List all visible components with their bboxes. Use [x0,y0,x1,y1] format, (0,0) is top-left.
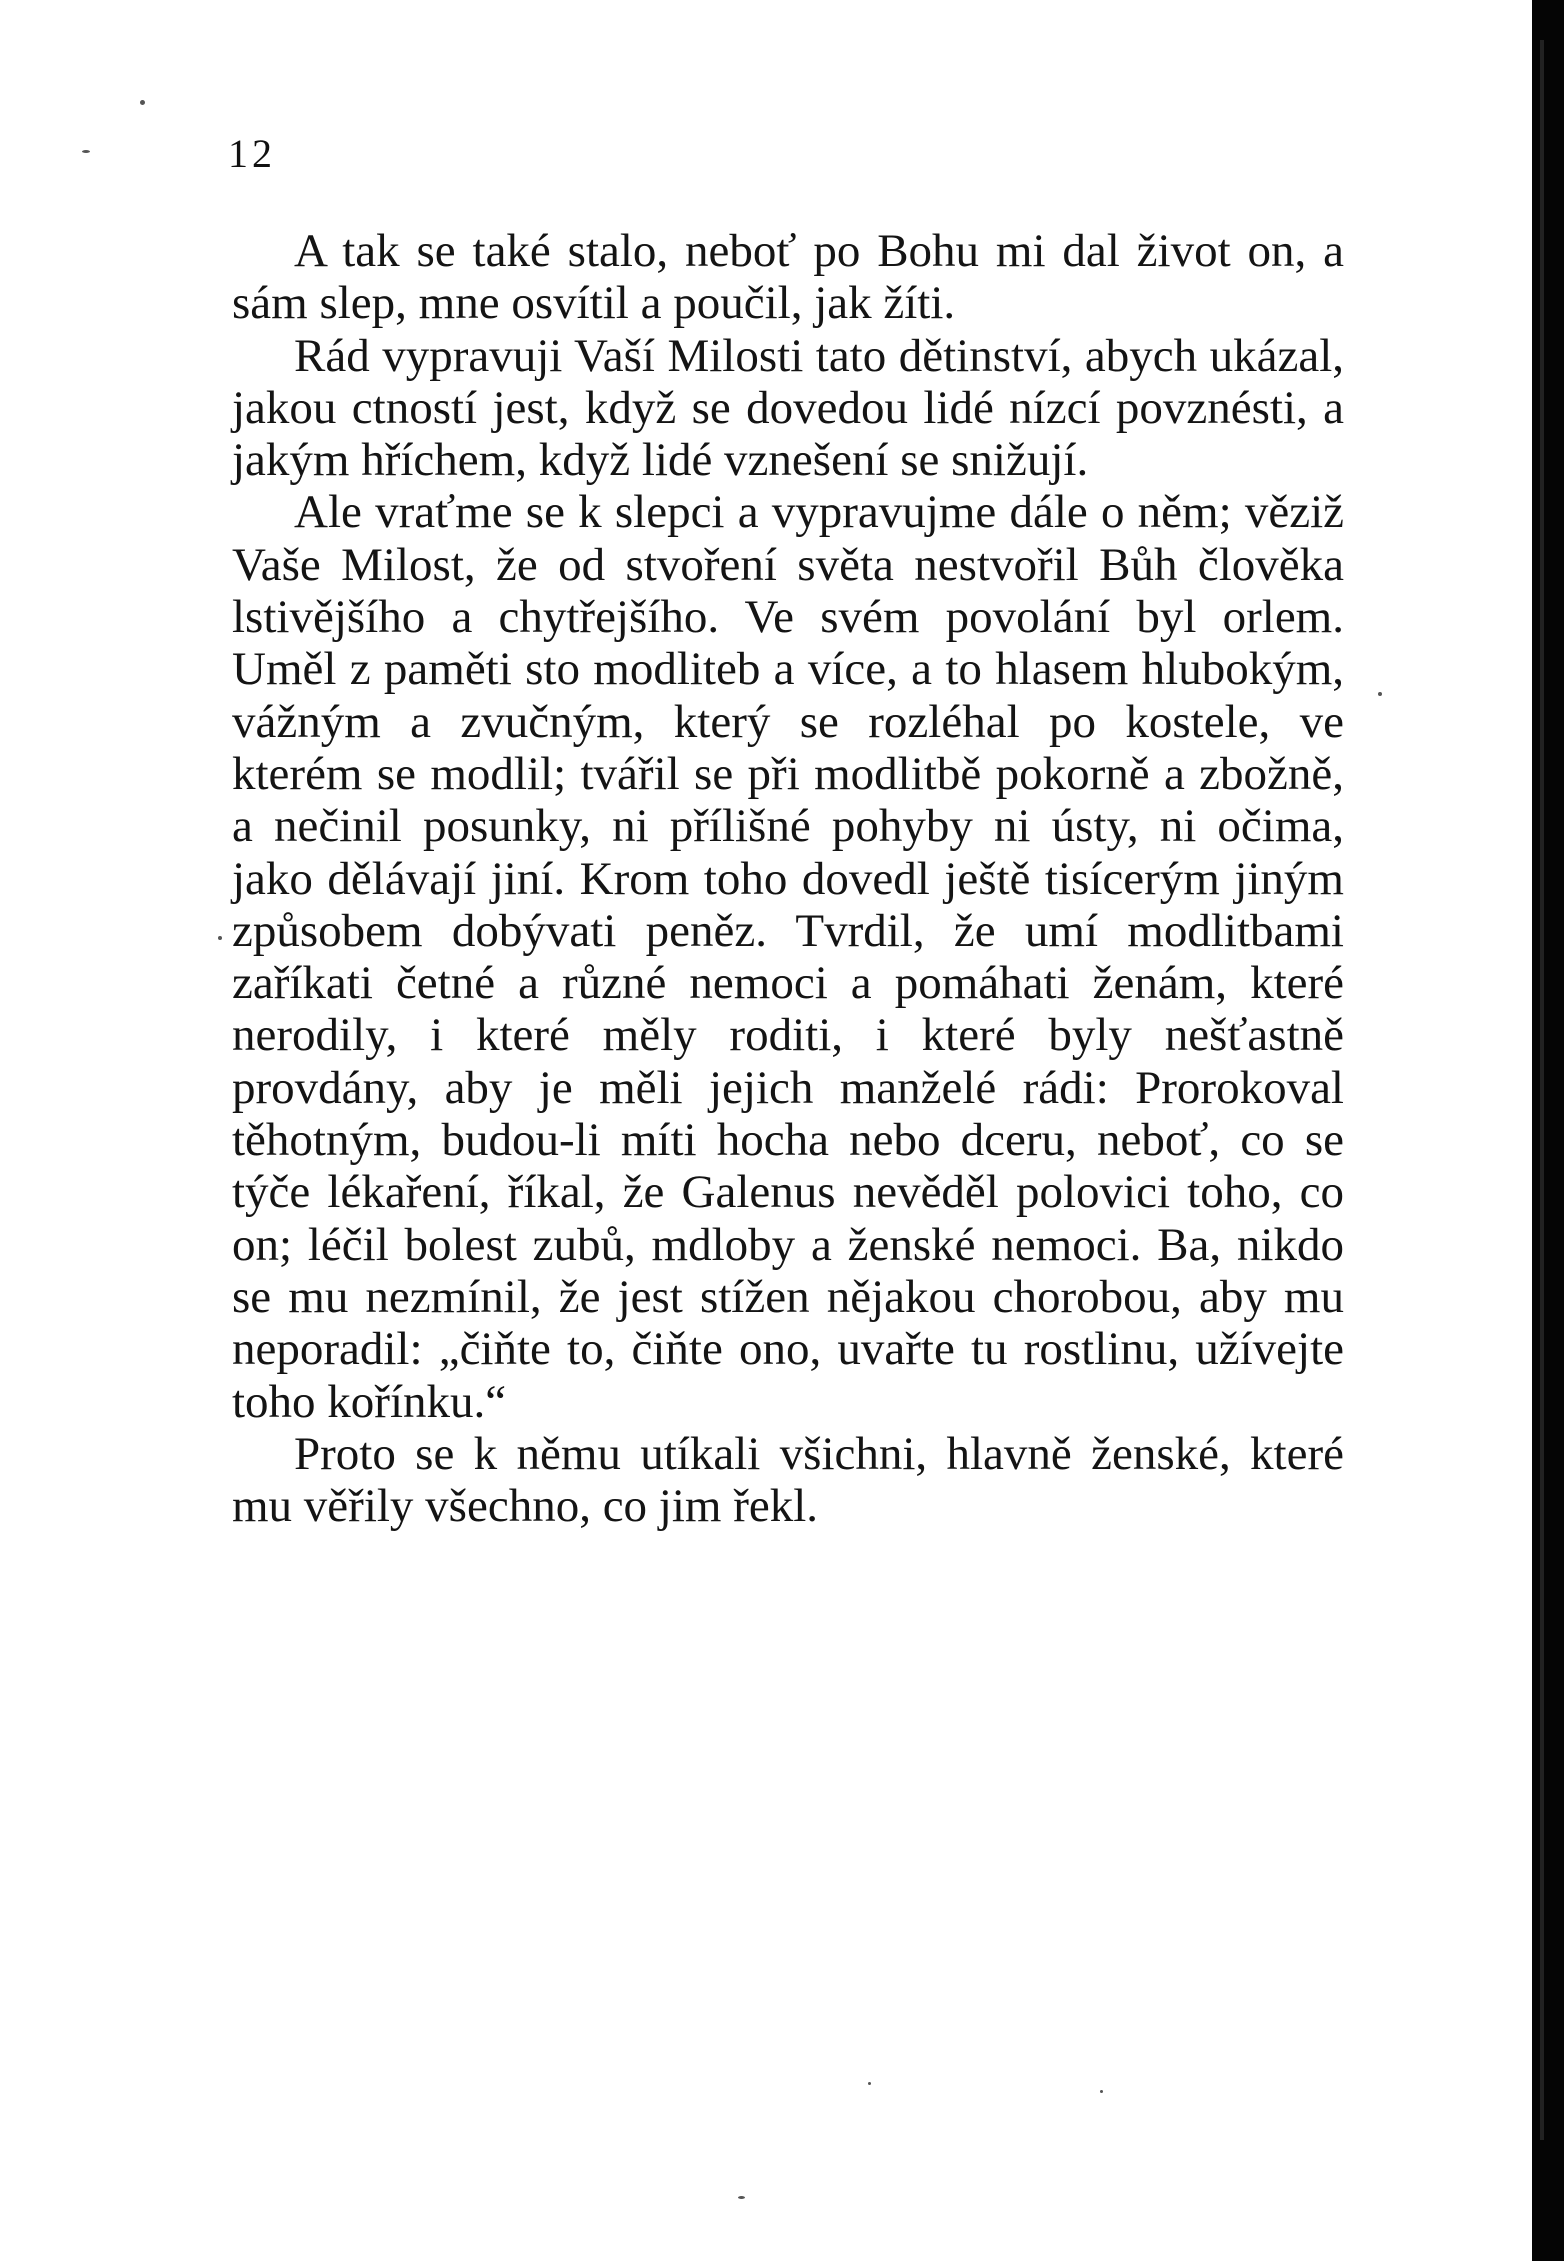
page-number: 12 [228,131,276,176]
scan-speck [868,2082,871,2085]
scan-speck [1378,692,1382,696]
scan-speck [738,2196,745,2199]
body-text [232,225,1344,1532]
paragraph: Proto se k němu utíkali všichni, hlavně ženské, které mu věřily všechno, co jim řekl. [232,1427,1344,1533]
scan-speck [82,150,90,153]
paragraph: A tak se také stalo, neboť po Bohu mi dal život on, a sám slep, mne osvítil a poučil, jak žíti. [232,225,1344,330]
scan-speck [1100,2090,1103,2093]
scan-speck [140,100,145,105]
scan-edge-line [1540,40,1544,2140]
paragraph: Ale vraťme se k slepci a vypravujme dále o něm; věziž Vaše Milost, že od stvoření světa nestvořil Bůh člověka lstivějšího a chytřejšího. Ve svém povolání byl orlem. Uměl z paměti sto modliteb a více, a to hlasem hlubokým, vážným a zvučným, který se rozléhal po kostele, ve kterém se modlil; tvářil se při modlitbě pokorně a zbožně, a nečinil posunky, ni přílišné pohyby ni ústy, ni očima, jako dělávají jiní. Krom toho dovedl ještě tisícerým jiným způsobem dobývati peněz. Tvrdil, že umí modlitbami zaříkati četné a různé nemoci a pomáhati ženám, které nerodily, i které měly roditi, i které byly nešťastně provdány, aby je měli jejich manželé rádi: Prorokoval těhotným, budou-li míti hocha nebo dceru, neboť, co se týče lékaření, říkal, že Galenus nevěděl polovici toho, co on; léčil bolest zubů, mdloby a ženské nemoci. Ba, nikdo se mu nezmínil, že jest stížen nějakou chorobou, aby mu neporadil: „čiňte to, čiňte ono, uvařte tu rostlinu, užívejte toho kořínku.“ [232,486,1344,1428]
scan-speck [218,936,222,940]
paragraph: Rád vypravuji Vaší Milosti tato dětinství, abych ukázal, jakou ctností jest, když se dovedou lidé nízcí povznésti, a jakým hříchem, když lidé vznešení se snižují. [232,329,1344,487]
scan-edge [1532,0,1564,2261]
